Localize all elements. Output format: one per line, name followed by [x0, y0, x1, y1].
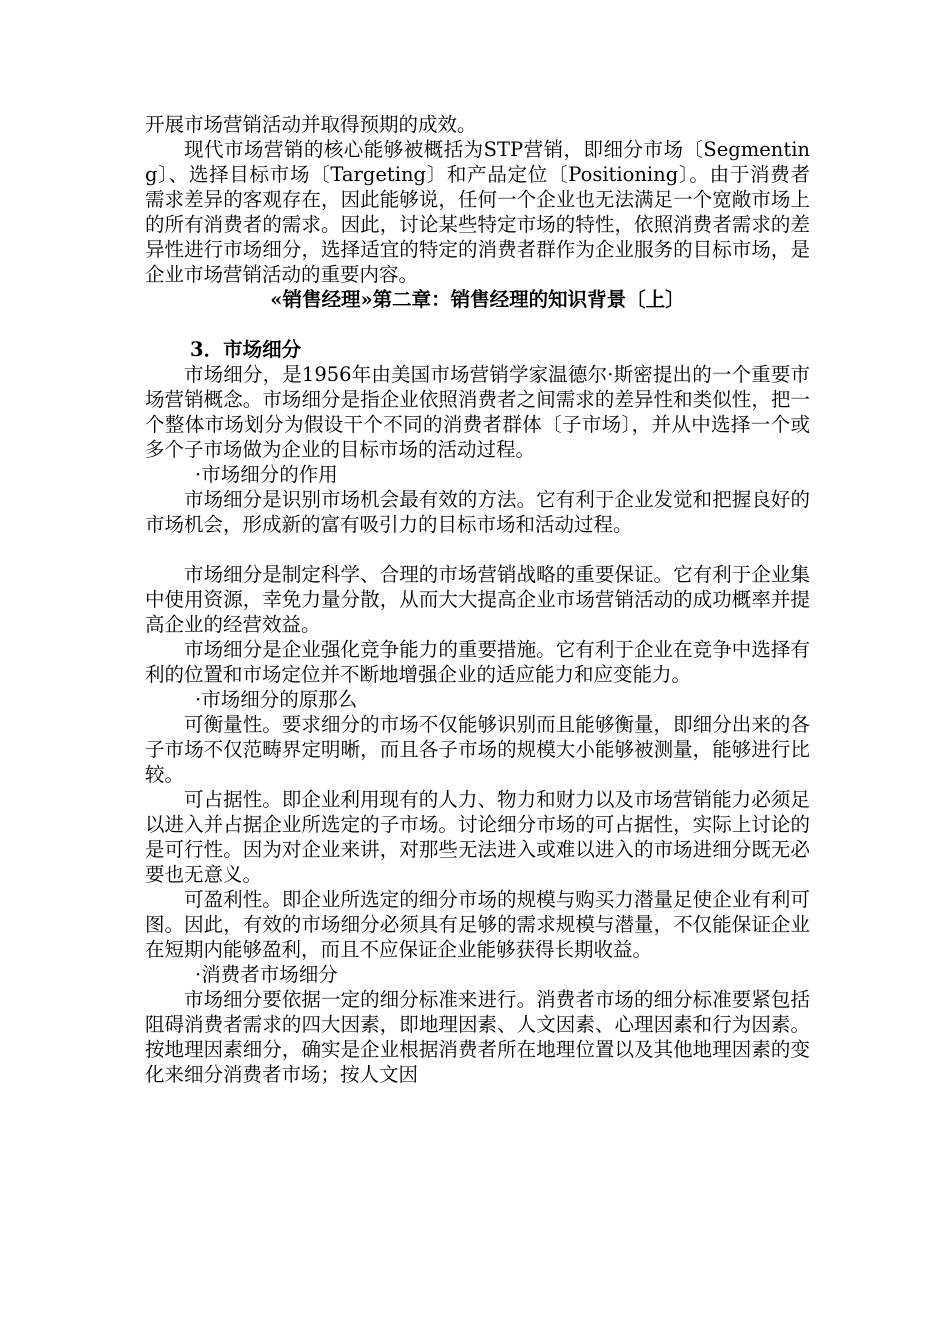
paragraph-definition: 市场细分，是1956年由美国市场营销学家温德尔·斯密提出的一个重要市场营销概念。市场细分是指企业依照消费者之间需求的差异性和类似性，把一个整体市场划分为假设干个不同的消费者群体〔子市场〕，并从中选择一个或多个子市场做为企业的目标市场的活动过程。: [145, 363, 810, 461]
section-title: 3．市场细分: [190, 338, 302, 361]
paragraph-role-1: 市场细分是识别市场机会最有效的方法。它有利于企业发觉和把握良好的市场机会，形成新的富有吸引力的目标市场和活动过程。: [145, 488, 810, 536]
bullet-consumer-segmentation: ·消费者市场细分: [195, 963, 338, 986]
paragraph-intro-end: 开展市场营销活动并取得预期的成效。: [145, 113, 477, 136]
paragraph-stp: 现代市场营销的核心能够被概括为STP营销，即细分市场〔Segmenting〕、选择目标市场〔Targeting〕和产品定位〔Positioning〕。由于消费者需求差异的客观存在，因此能够说，任何一个企业也无法满足一个宽敞市场上的所有消费者的需求。因此，讨论某些特定市场的特性，依照消费者需求的差异性进行市场细分，选择适宜的特定的消费者群作为企业服务的目标市场，是企业市场营销活动的重要内容。: [145, 138, 810, 286]
paragraph-profitability: 可盈利性。即企业所选定的细分市场的规模与购买力潜量足使企业有利可图。因此，有效的市场细分必须具有足够的需求规模与潜量，不仅能保证企业在短期内能够盈利，而且不应保证企业能够获得长期收益。: [145, 888, 810, 961]
paragraph-accessibility: 可占据性。即企业利用现有的人力、物力和财力以及市场营销能力必须足以进入并占据企业所选定的子市场。讨论细分市场的可占据性，实际上讨论的是可行性。因为对企业来讲，对那些无法进入或难以进入的市场进细分既无必要也无意义。: [145, 788, 810, 886]
paragraph-role-2: 市场细分是制定科学、合理的市场营销战略的重要保证。它有利于企业集中使用资源，幸免力量分散，从而大大提高企业市场营销活动的成功概率并提高企业的经营效益。: [145, 563, 810, 636]
bullet-principles: ·市场细分的原那么: [195, 688, 358, 711]
paragraph-consumer-segmentation: 市场细分要依据一定的细分标准来进行。消费者市场的细分标准要紧包括阻碍消费者需求的四大因素，即地理因素、人文因素、心理因素和行为因素。按地理因素细分，确实是企业根据消费者所在地理位置以及其他地理因素的变化来细分消费者市场；按人文因: [145, 988, 810, 1086]
blank-line: [145, 312, 810, 337]
paragraph-measurability: 可衡量性。要求细分的市场不仅能够识别而且能够衡量，即细分出来的各子市场不仅范畴界定明晰，而且各子市场的规模大小能够被测量，能够进行比较。: [145, 713, 810, 786]
paragraph-role-3: 市场细分是企业强化竞争能力的重要措施。它有利于企业在竞争中选择有利的位置和市场定位并不断地增强企业的适应能力和应变能力。: [145, 638, 810, 686]
document-page: [145, 112, 810, 1087]
blank-line: [145, 537, 810, 562]
chapter-title: «销售经理»第二章：销售经理的知识背景〔上〕: [270, 288, 685, 311]
bullet-role: ·市场细分的作用: [195, 463, 338, 486]
